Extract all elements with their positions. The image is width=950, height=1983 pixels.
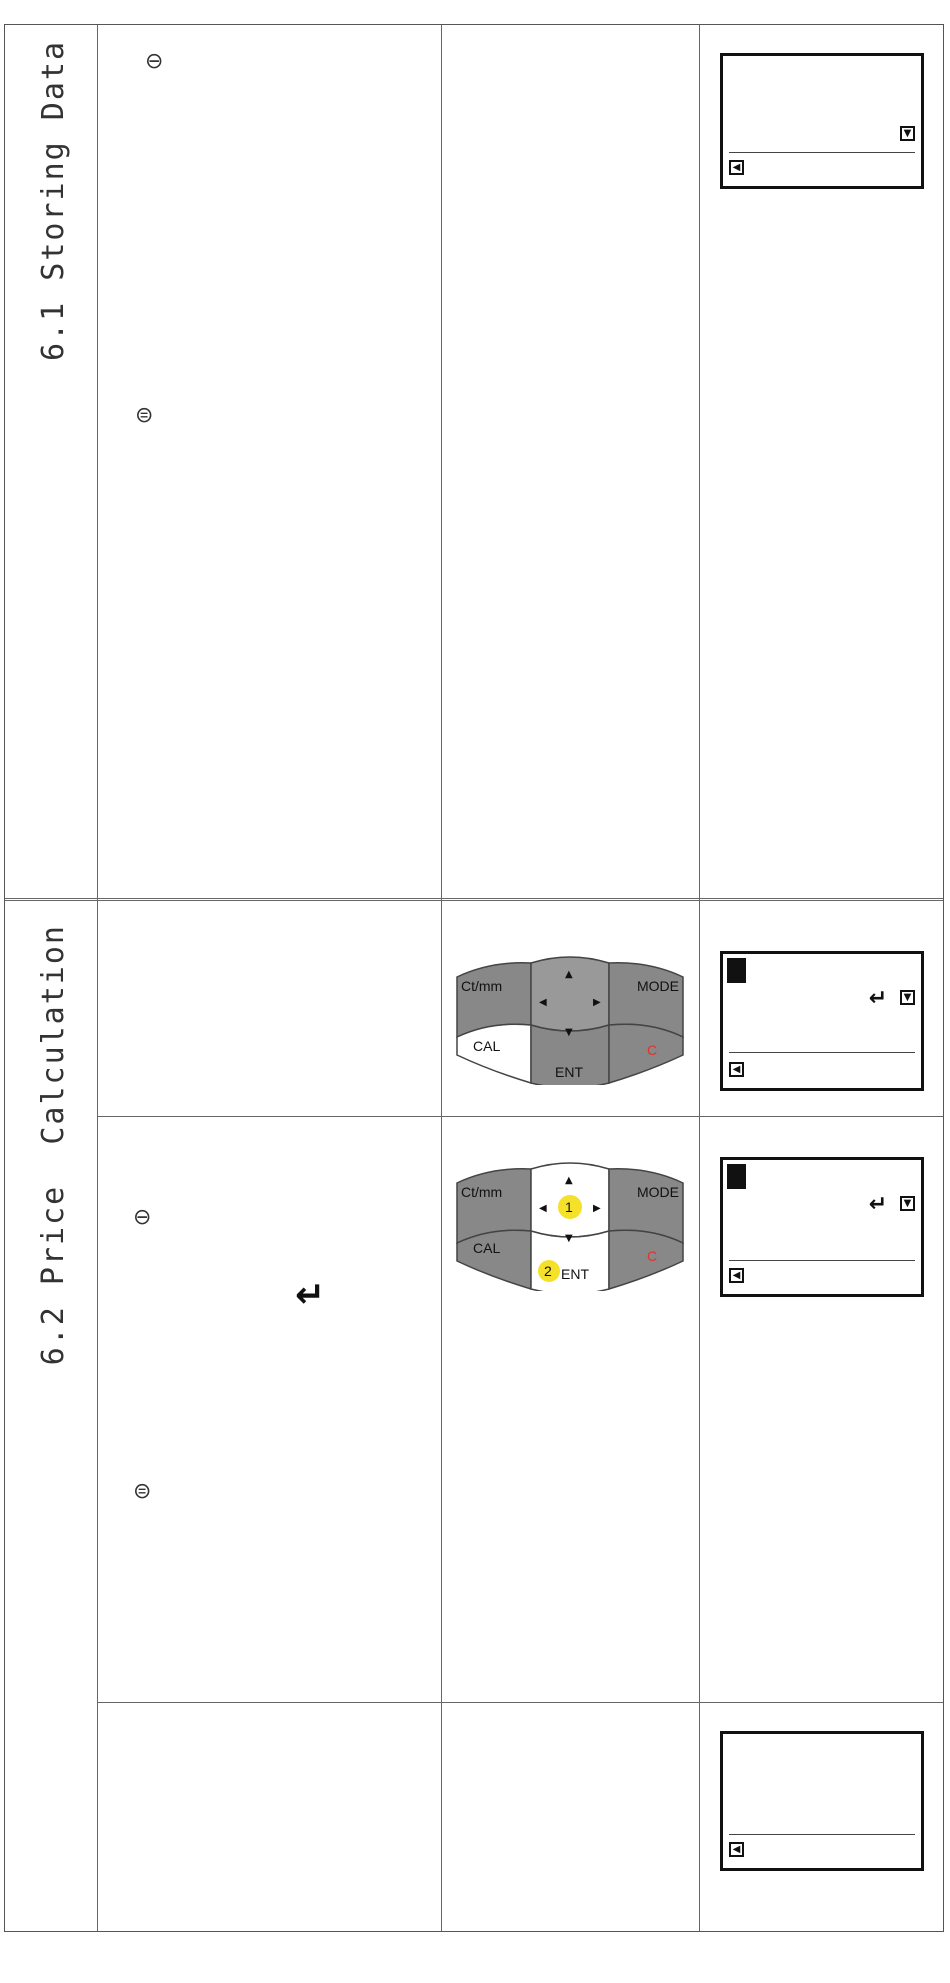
step-marker-3: ⊖ [133,1205,152,1230]
ctmm-label: Ct/mm [461,978,503,994]
step-marker-2: ⊜ [135,403,154,428]
up-arrow-icon: ▲ [565,969,573,980]
lcd-cursor [727,1164,746,1189]
lcd-separator [729,152,915,153]
step-2-number: 2 [544,1263,552,1279]
left-arrow-icon: ◀ [539,1203,547,1214]
column-divider-2 [441,25,442,1931]
row-divider-1 [97,1116,943,1117]
ctmm-label: Ct/mm [461,1184,503,1200]
lcd-separator [729,1052,915,1053]
lcd-display-price-2 [720,1157,924,1297]
scroll-down-icon: ▼ [900,126,915,141]
right-arrow-icon: ▶ [593,1203,601,1214]
scroll-down-icon: ▼ [900,1196,915,1211]
c-label: C [647,1248,658,1264]
lcd-enter-icon: ↵ [868,1192,887,1217]
cal-label: CAL [473,1038,501,1054]
step-1-number: 1 [565,1199,573,1215]
keypad-diagram [451,955,689,1085]
back-arrow-icon: ◀ [729,1842,744,1857]
section-title-price-calculation: 6.2 Price Calculation [35,924,71,1366]
column-divider-1 [97,25,98,1931]
ent-label: ENT [555,1064,583,1080]
back-arrow-icon: ◀ [729,1268,744,1283]
right-arrow-icon: ▶ [593,997,601,1008]
scroll-down-icon: ▼ [900,990,915,1005]
enter-key-icon: ↵ [295,1275,326,1316]
lcd-cursor [727,958,746,983]
lcd-enter-icon: ↵ [868,986,887,1011]
lcd-display-storing [720,53,924,189]
mode-label: MODE [637,978,679,994]
lcd-separator [729,1834,915,1835]
mode-label: MODE [637,1184,679,1200]
keypad-diagram-steps [451,1161,689,1291]
c-key [609,1024,683,1083]
step-marker-1: ⊖ [145,49,164,74]
section-title-storing-data: 6.1 Storing Data [35,39,71,361]
column-divider-3 [699,25,700,1931]
down-arrow-icon: ▼ [565,1027,573,1038]
down-arrow-icon: ▼ [565,1233,573,1244]
back-arrow-icon: ◀ [729,160,744,175]
ent-label: ENT [561,1266,589,1282]
c-label: C [647,1042,658,1058]
lcd-separator [729,1260,915,1261]
step-marker-4: ⊜ [133,1479,152,1504]
up-arrow-icon: ▲ [565,1175,573,1186]
lcd-display-price-3 [720,1731,924,1871]
row-divider-2 [97,1702,943,1703]
section-divider [5,898,943,901]
back-arrow-icon: ◀ [729,1062,744,1077]
left-arrow-icon: ◀ [539,997,547,1008]
c-key [609,1230,683,1289]
instruction-table [4,24,944,1932]
cal-label: CAL [473,1240,501,1256]
lcd-display-price-1 [720,951,924,1091]
